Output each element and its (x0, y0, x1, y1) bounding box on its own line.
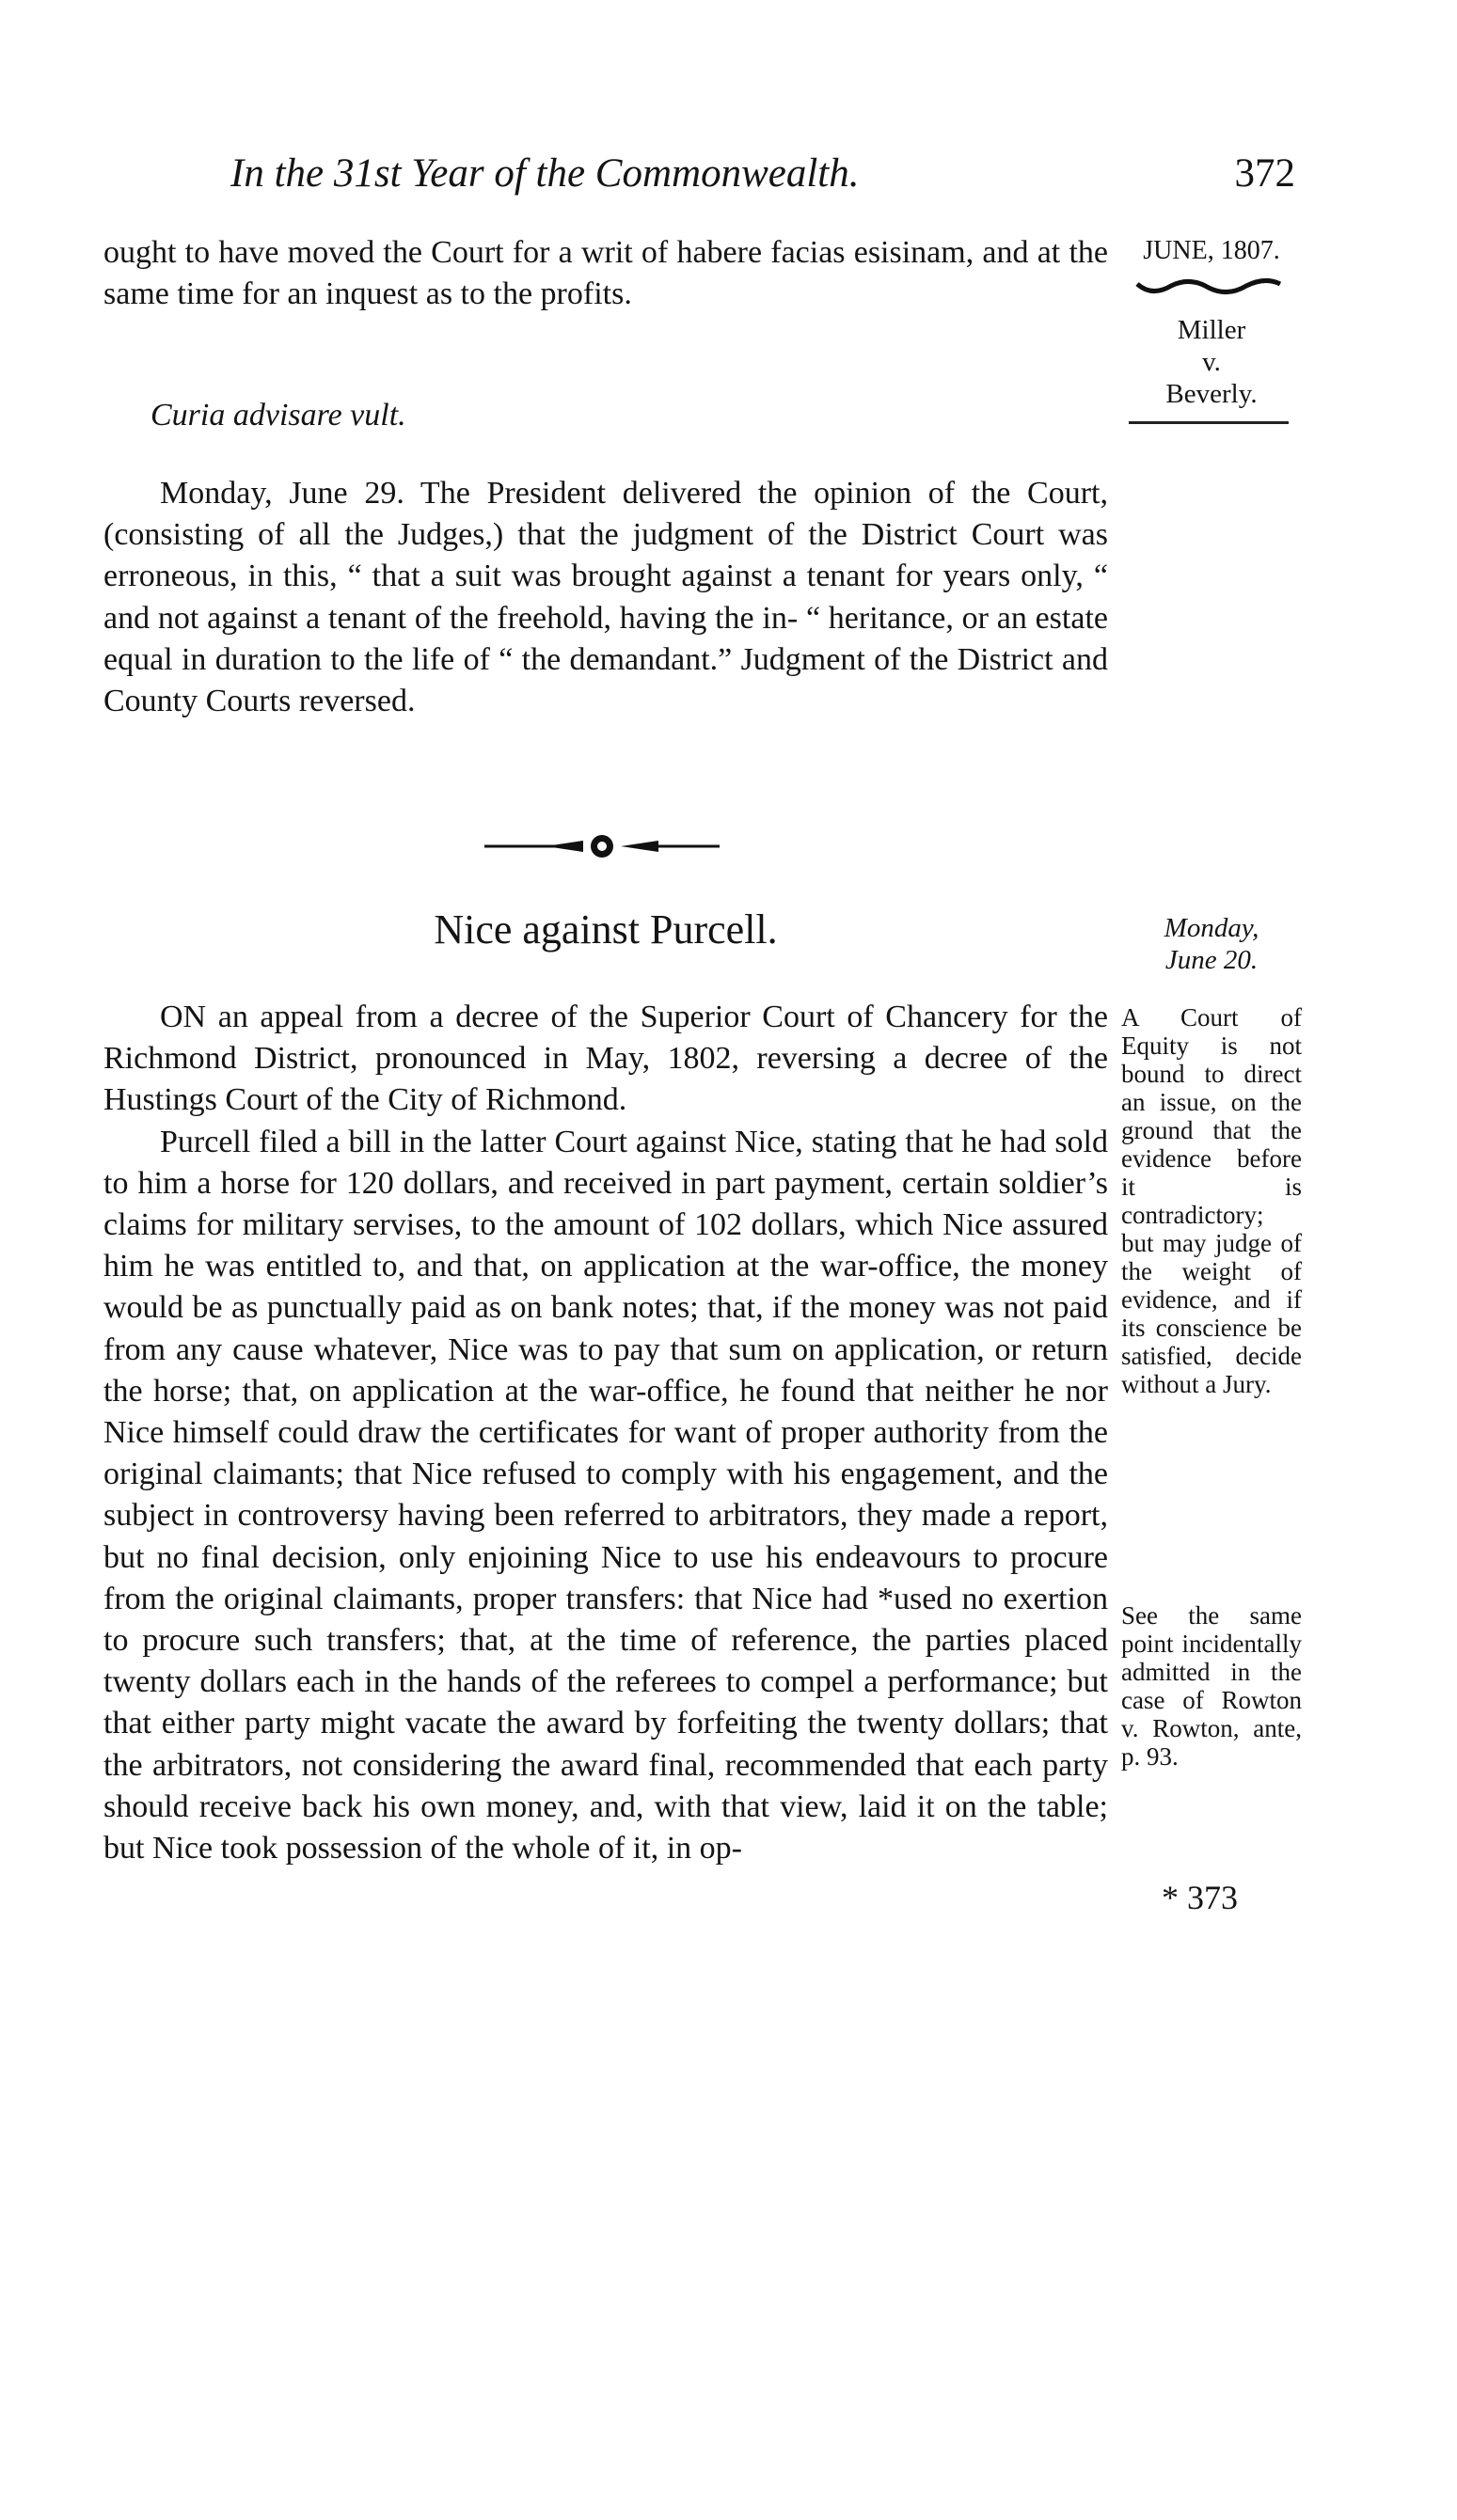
flourish-icon (1133, 276, 1284, 297)
case-date-line2: June 20. (1164, 945, 1259, 975)
sidenote-headnote: A Court of Equity is not bound to direct an issue, on the ground that the evidence before it is contradictory; but may judge of the weight of evidence, and if its conscience be satisfied, decide without a Jury. (1121, 1003, 1302, 1398)
case-para2: Purcell filed a bill in the latter Court against Nice, stating that he had sold to him a horse for 120 dollars, and received in part payment, certain soldier’s claims for military servises, to the amount of 102 dollars, which Nice assured him he was entitled to, and that, on application at the war-office, the money would be as punctually paid as on bank notes; that, if the money was not paid from any cause whatever, Nice was to pay that sum on application, or return the horse; that, on application at the war-office, he found that neither he nor Nice himself could draw the certificates for want of proper authority from the original claimants; that Nice refused to comply with his engagement, and the subject in controversy having been referred to arbitrators, they made a report, but no final decision, only enjoining Nice to use his endeavours to procure from the original claimants, proper transfers: that Nice had *used no exertion to procure such transfers; that, at the time of reference, the parties placed twenty dollars each in the hands of the referees to compel a performance; but that either party might vacate the award by forfeiting the twenty dollars; that the arbitrators, not considering the award final, recommended that each party should receive back his own money, and, with that view, laid it on the table; but Nice took possession of the whole of it, in op- (103, 1124, 1108, 1866)
margin-case-line3: Beverly. (1165, 379, 1258, 409)
case-date (1121, 912, 1302, 976)
section1-para1: ought to have moved the Court for a writ of habere facias esisinam, and at the same time for an inquest as to the profits. (103, 235, 1108, 312)
running-head: In the 31st Year of the Commonwealth. (230, 151, 860, 196)
section1-para2-block (103, 473, 1108, 722)
sidenote-reference: See the same point incidentally admitted in the case of Rowton v. Rowton, ante, p. 93. (1121, 1601, 1302, 1771)
case-date-line1: Monday, (1164, 913, 1259, 943)
page-number: 372 (1234, 151, 1295, 196)
case-title: Nice against Purcell. (434, 906, 778, 953)
case-body (103, 997, 1108, 1869)
ornament-divider-icon (480, 827, 724, 865)
section1-para1-block (103, 232, 1108, 315)
case-para1: ON an appeal from a decree of the Superior Court of Chancery for the Richmond District, pronounced in May, 1802, reversing a decree of the Hustings Court of the City of Richmond. (103, 1000, 1108, 1118)
page-header (230, 150, 1295, 207)
margin-case-line2: v. (1202, 347, 1221, 377)
curia-line: Curia advisare vult. (150, 398, 406, 433)
margin-rule (1129, 421, 1289, 424)
margin-date: JUNE, 1807. (1143, 236, 1280, 265)
section1-para2: Monday, June 29. The President delivered the opinion of the Court, (consisting of all the Judges,) that the judgment of the District Court was erroneous, in this, “ that a suit was brought against a tenant for years only, “ and not against a tenant of the freehold, having the in- “ heritance, or an estate equal in duration to the life of “ the demandant.” Judgment of the District and County Courts reversed. (103, 476, 1108, 719)
margin-case-line1: Miller (1177, 315, 1246, 345)
margin-case-name (1121, 314, 1302, 410)
star-page-marker: * 373 (1162, 1879, 1238, 1916)
